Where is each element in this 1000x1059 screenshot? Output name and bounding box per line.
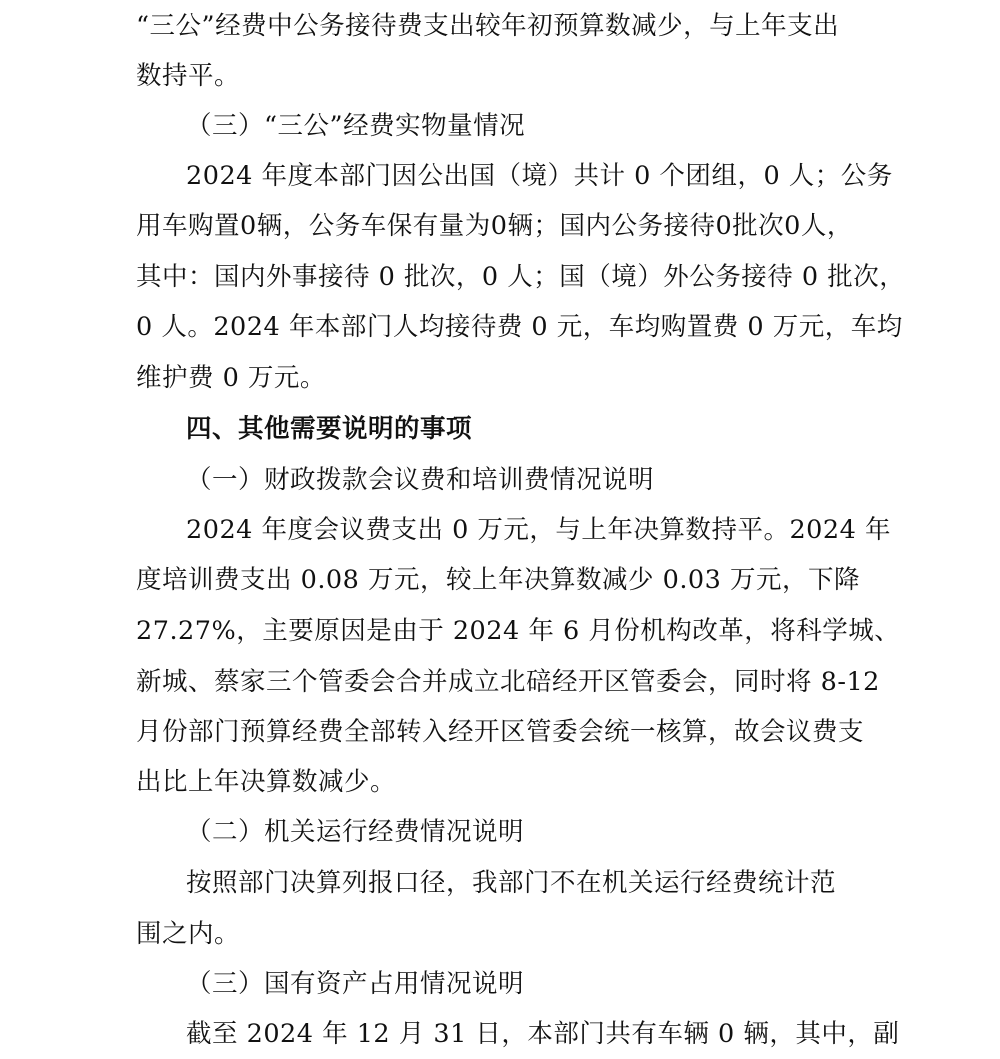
paragraph-line: 数持平。 — [136, 61, 241, 91]
paragraph-line: “三公”经费中公务接待费支出较年初预算数减少，与上年支出 — [136, 11, 840, 41]
paragraph-line: 出比上年决算数减少。 — [136, 767, 397, 797]
paragraph-line: 围之内。 — [136, 919, 241, 949]
paragraph-line: 用车购置0辆，公务车保有量为0辆；国内公务接待0批次0人， — [136, 211, 853, 241]
section-heading: （三）国有资产占用情况说明 — [186, 969, 525, 999]
paragraph-line: 新城、蔡家三个管委会合并成立北碚经开区管委会，同时将 8-12 — [136, 667, 880, 697]
paragraph-line: 2024 年度会议费支出 0 万元，与上年决算数持平。2024 年 — [186, 515, 891, 545]
paragraph-line: 其中：国内外事接待 0 批次，0 人；国（境）外公务接待 0 批次， — [136, 262, 906, 292]
paragraph-line: 27.27%，主要原因是由于 2024 年 6 月份机构改革，将科学城、 — [136, 616, 901, 646]
paragraph-line: 按照部门决算列报口径，我部门不在机关运行经费统计范 — [186, 868, 837, 898]
section-heading: （二）机关运行经费情况说明 — [186, 817, 525, 847]
paragraph-line: 月份部门预算经费全部转入经开区管委会统一核算，故会议费支 — [136, 717, 865, 747]
section-heading: （三）“三公”经费实物量情况 — [186, 111, 526, 141]
paragraph-line: 维护费 0 万元。 — [136, 363, 326, 393]
paragraph-line: 度培训费支出 0.08 万元，较上年决算数减少 0.03 万元，下降 — [136, 565, 860, 595]
paragraph-line: 2024 年度本部门因公出国（境）共计 0 个团组，0 人；公务 — [186, 161, 893, 191]
section-heading: （一）财政拨款会议费和培训费情况说明 — [186, 465, 655, 495]
paragraph-line: 0 人。2024 年本部门人均接待费 0 元，车均购置费 0 万元，车均 — [136, 312, 903, 342]
paragraph-line: 截至 2024 年 12 月 31 日，本部门共有车辆 0 辆，其中，副 — [186, 1019, 900, 1049]
chapter-heading: 四、其他需要说明的事项 — [186, 414, 473, 444]
